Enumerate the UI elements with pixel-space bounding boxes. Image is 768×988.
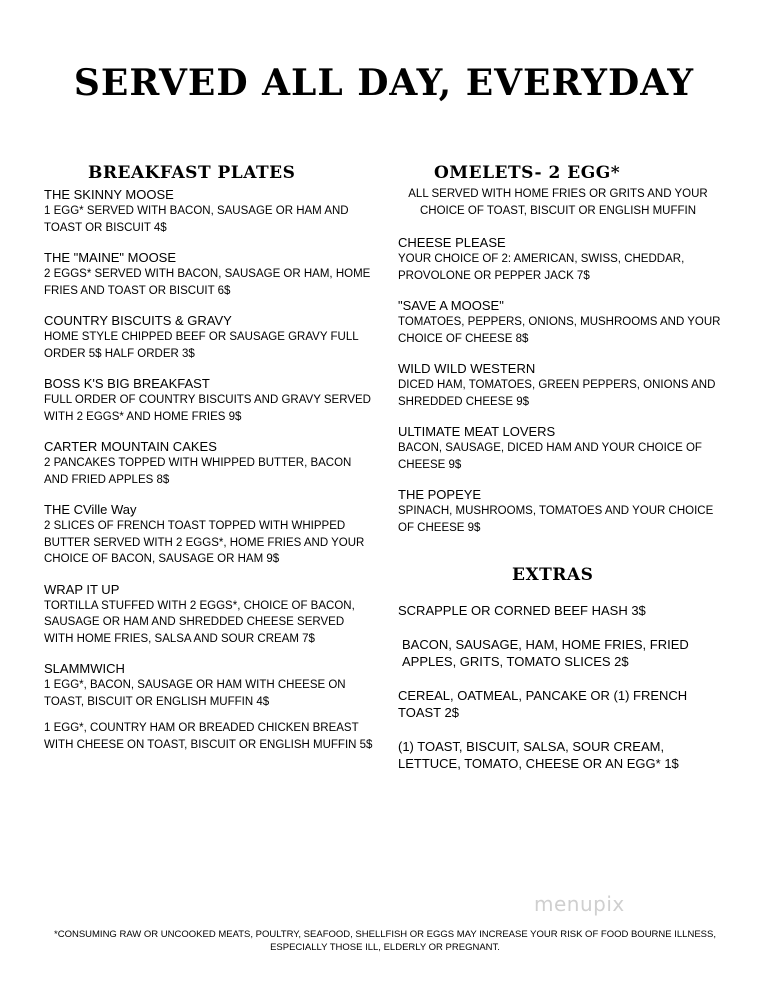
menu-item-name: COUNTRY BISCUITS & GRAVY (44, 313, 232, 328)
menu-item-name: THE SKINNY MOOSE (44, 187, 174, 202)
menu-item (44, 249, 376, 299)
menu-item (44, 375, 376, 425)
menu-item (44, 660, 376, 710)
menu-item (398, 234, 724, 284)
breakfast-heading: BREAKFAST PLATES (88, 163, 296, 183)
menu-item-description: 1 EGG*, COUNTRY HAM OR BREADED CHICKEN BREAST WITH CHEESE ON TOAST, BISCUIT OR ENGLISH MUFFIN 5$ (44, 722, 373, 751)
menu-item-description: DICED HAM, TOMATOES, GREEN PEPPERS, ONIONS AND SHREDDED CHEESE 9$ (398, 379, 716, 408)
menu-item (398, 486, 724, 536)
menupix-watermark: menupix (534, 892, 625, 916)
menu-item (44, 186, 376, 236)
menu-item (398, 297, 724, 347)
menu-item-name: CHEESE PLEASE (398, 235, 506, 250)
menu-item-description: 1 EGG*, BACON, SAUSAGE OR HAM WITH CHEESE ON TOAST, BISCUIT OR ENGLISH MUFFIN 4$ (44, 679, 346, 708)
menu-item-description: 2 PANCAKES TOPPED WITH WHIPPED BUTTER, BACON AND FRIED APPLES 8$ (44, 457, 352, 486)
menu-item-description: BACON, SAUSAGE, DICED HAM AND YOUR CHOICE OF CHEESE 9$ (398, 442, 702, 471)
menu-item (398, 360, 724, 410)
food-safety-disclaimer: *CONSUMING RAW OR UNCOOKED MEATS, POULTRY, SEAFOOD, SHELLFISH OR EGGS MAY INCREASE YOUR RISK OF FOOD BOURNE ILLNESS, ESPECIALLY THOSE ILL, ELDERLY OR PREGNANT. (54, 929, 716, 953)
extras-heading: EXTRAS (512, 565, 594, 585)
breakfast-column (44, 160, 376, 753)
menu-item-description: 2 EGGS* SERVED WITH BACON, SAUSAGE OR HAM, HOME FRIES AND TOAST OR BISCUIT 6$ (44, 268, 371, 297)
menu-item-name: THE "MAINE" MOOSE (44, 250, 177, 265)
extras-item: CEREAL, OATMEAL, PANCAKE OR (1) FRENCH TOAST 2$ (398, 688, 688, 720)
menu-item-name: THE CVille Way (44, 502, 137, 517)
menu-item (398, 423, 724, 473)
menu-item (44, 438, 376, 488)
extras-item: SCRAPPLE OR CORNED BEEF HASH 3$ (398, 603, 646, 618)
menu-item-name: ULTIMATE MEAT LOVERS (398, 424, 556, 439)
menu-item (44, 501, 376, 568)
menu-item-description: YOUR CHOICE OF 2: AMERICAN, SWISS, CHEDDAR, PROVOLONE OR PEPPER JACK 7$ (398, 253, 685, 282)
menu-item-description: TORTILLA STUFFED WITH 2 EGGS*, CHOICE OF BACON, SAUSAGE OR HAM AND SHREDDED CHEESE SERVED WITH HOME FRIES, SALSA AND SOUR CREAM 7$ (44, 599, 355, 645)
menu-item-name: CARTER MOUNTAIN CAKES (44, 439, 217, 454)
menu-item-name: WILD WILD WESTERN (398, 361, 536, 376)
menu-item-name: WRAP IT UP (44, 581, 120, 597)
menu-title: SERVED ALL DAY, EVERYDAY (73, 62, 695, 104)
menu-item (44, 581, 376, 648)
menu-item-description: FULL ORDER OF COUNTRY BISCUITS AND GRAVY SERVED WITH 2 EGGS* AND HOME FRIES 9$ (44, 394, 371, 423)
menu-item-description: TOMATOES, PEPPERS, ONIONS, MUSHROOMS AND YOUR CHOICE OF CHEESE 8$ (398, 316, 721, 345)
menu-item-name: SLAMMWICH (44, 661, 125, 676)
menu-item-description: HOME STYLE CHIPPED BEEF OR SAUSAGE GRAVY FULL ORDER 5$ HALF ORDER 3$ (44, 331, 359, 360)
menu-item (44, 312, 376, 362)
omelets-column (398, 160, 724, 789)
menu-item-description: 2 SLICES OF FRENCH TOAST TOPPED WITH WHIPPED BUTTER SERVED WITH 2 EGGS*, HOME FRIES AND YOUR CHOICE OF BACON, SAUSAGE OR HAM 9$ (44, 520, 365, 565)
menu-item-name: THE POPEYE (398, 487, 482, 502)
menu-item-name: BOSS K'S BIG BREAKFAST (44, 376, 210, 391)
omelets-subheading: ALL SERVED WITH HOME FRIES OR GRITS AND YOUR CHOICE OF TOAST, BISCUIT OR ENGLISH MUFFIN (408, 188, 708, 217)
omelets-heading: OMELETS- 2 EGG* (434, 163, 621, 183)
menu-item-name: "SAVE A MOOSE" (398, 298, 504, 313)
extras-item: (1) TOAST, BISCUIT, SALSA, SOUR CREAM, LETTUCE, TOMATO, CHEESE OR AN EGG* 1$ (398, 739, 679, 771)
extras-item: BACON, SAUSAGE, HAM, HOME FRIES, FRIED APPLES, GRITS, TOMATO SLICES 2$ (402, 637, 689, 669)
menu-item-description: SPINACH, MUSHROOMS, TOMATOES AND YOUR CHOICE OF CHEESE 9$ (398, 505, 714, 534)
menu-item-description: 1 EGG* SERVED WITH BACON, SAUSAGE OR HAM AND TOAST OR BISCUIT 4$ (44, 205, 349, 234)
